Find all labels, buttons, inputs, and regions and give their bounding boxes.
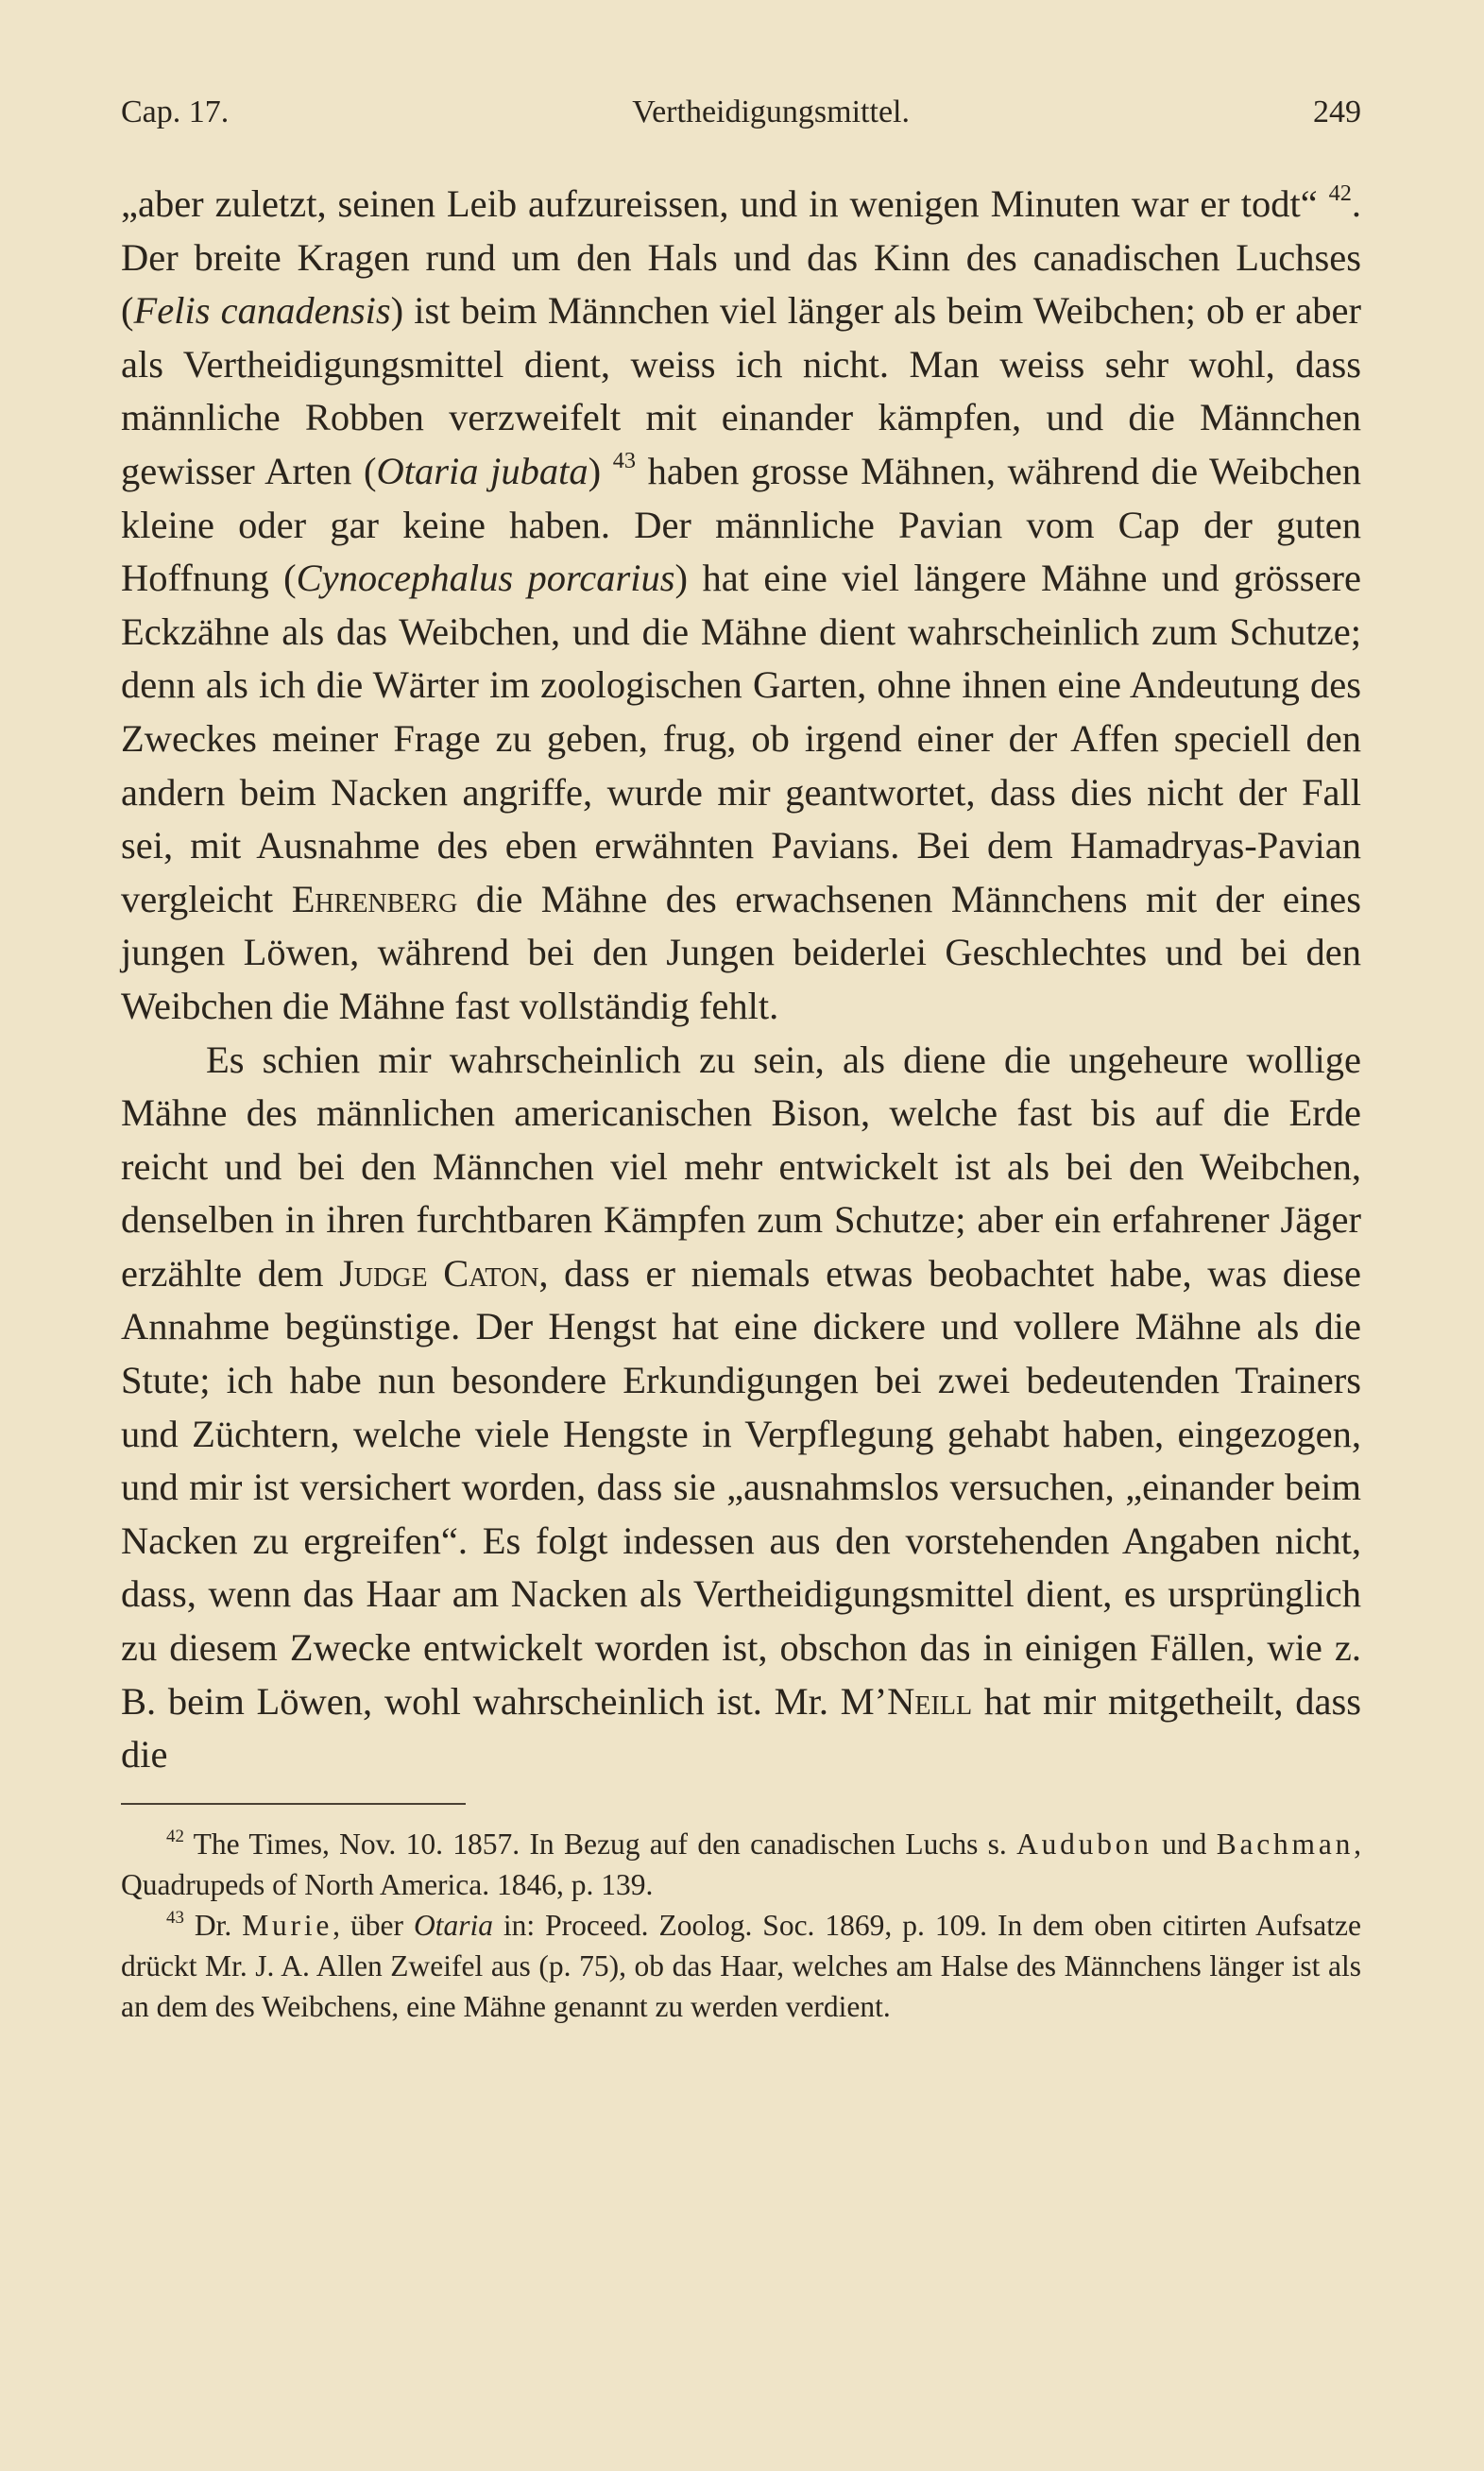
footnote-number: 43	[166, 1907, 184, 1928]
footnote-42: $^{42}$ The Times, Nov. 10. 1857. In Bezug auf den canadischen Luchs s. Audubon und Bachman, Quadrupeds of North America. 1846, p. 139.	[121, 1826, 1361, 1901]
main-text	[121, 178, 1361, 1782]
author-name: Audubon	[1016, 1827, 1152, 1861]
footnote-ref-42: 42	[1328, 180, 1352, 206]
person-name: Judge Caton	[339, 1251, 539, 1295]
footnote-divider	[121, 1803, 466, 1805]
footnote-ref-43: 43	[612, 447, 637, 473]
chapter-label: Cap. 17.	[121, 94, 230, 129]
author-name: Bachman	[1216, 1827, 1355, 1861]
paragraph-2: Es schien mir wahrscheinlich zu sein, als diene die ungeheure wollige Mähne des männlichen americanischen Bison, welche fast bis auf die Erde reicht und bei den Männchen viel mehr entwickelt ist als bei den Weibchen, denselben in ihren furchtbaren Kämpfen zum Schutze; aber ein erfahrener Jäger erzählte dem Judge Caton, dass er niemals etwas beobachtet habe, was diese Annahme begünstige. Der Hengst hat eine dickere und vollere Mähne als die Stute; ich habe nun besondere Erkundigungen bei zwei bedeutenden Trainers und Züchtern, welche viele Hengste in Verpflegung gehabt haben, eingezogen, und mir ist versichert worden, dass sie „ausnahmslos versuchen, „einander beim Nacken zu ergreifen“. Es folgt indessen aus den vorstehenden Angaben nicht, dass, wenn das Haar am Nacken als Vertheidigungsmittel dient, es ursprünglich zu diesem Zwecke entwickelt worden ist, obschon das in einigen Fällen, wie z. B. beim Löwen, wohl wahrscheinlich ist. Mr. M’Neill hat mir mitgetheilt, dass die	[121, 1038, 1362, 1776]
person-name: M’Neill	[840, 1679, 973, 1723]
footnotes	[121, 1824, 1361, 2027]
running-title: Vertheidigungsmittel.	[632, 94, 910, 129]
author-name: Murie	[242, 1908, 333, 1942]
page-number: 249	[1313, 94, 1361, 129]
footnote-number: 42	[166, 1826, 184, 1846]
genus-name: Otaria	[413, 1908, 493, 1942]
species-name: Cynocephalus porcarius	[296, 557, 675, 600]
species-name: Felis canadensis	[133, 289, 391, 333]
species-name: Otaria jubata	[376, 449, 588, 492]
paragraph-1: „aber zuletzt, seinen Leib aufzureissen, und in wenigen Minuten war er todt“ $^{42}$. Der breite Kragen rund um den Hals und das Kinn des canadischen Luchses (Felis canadensis) ist beim Männchen viel länger als beim Weibchen; ob er aber als Vertheidigungsmittel dient, weiss ich nicht. Man weiss sehr wohl, dass männliche Robben verzweifelt mit einander kämpfen, und die Männchen gewisser Arten (Otaria jubata) $^{43}$ haben grosse Mähnen, während die Weibchen kleine oder gar keine haben. Der männliche Pavian vom Cap der guten Hoffnung (Cynocephalus porcarius) hat eine viel längere Mähne und grössere Eckzähne als das Weibchen, und die Mähne dient wahrscheinlich zum Schutze; denn als ich die Wärter im zoologischen Garten, ohne ihnen eine Andeutung des Zweckes meiner Frage zu geben, frug, ob irgend einer der Affen speciell den andern beim Nacken angriffe, wurde mir geantwortet, dass dies nicht der Fall sei, mit Ausnahme des eben erwähnten Pavians. Bei dem Hamadryas-Pavian vergleicht Ehrenberg die Mähne des erwachsenen Männchens mit der eines jungen Löwen, während bei den Jungen beiderlei Geschlechtes und bei den Weibchen die Mähne fast vollständig fehlt.	[121, 180, 1361, 1027]
running-head	[121, 94, 1361, 155]
footnote-43: $^{43}$ Dr. Murie, über Otaria in: Proceed. Zoolog. Soc. 1869, p. 109. In dem oben citirten Aufsatze drückt Mr. J. A. Allen Zweifel aus (p. 75), ob das Haar, welches am Halse des Männchens länger ist als an dem des Weibchens, eine Mähne genannt zu werden verdient.	[121, 1907, 1361, 2023]
author-name: Ehrenberg	[291, 877, 458, 920]
